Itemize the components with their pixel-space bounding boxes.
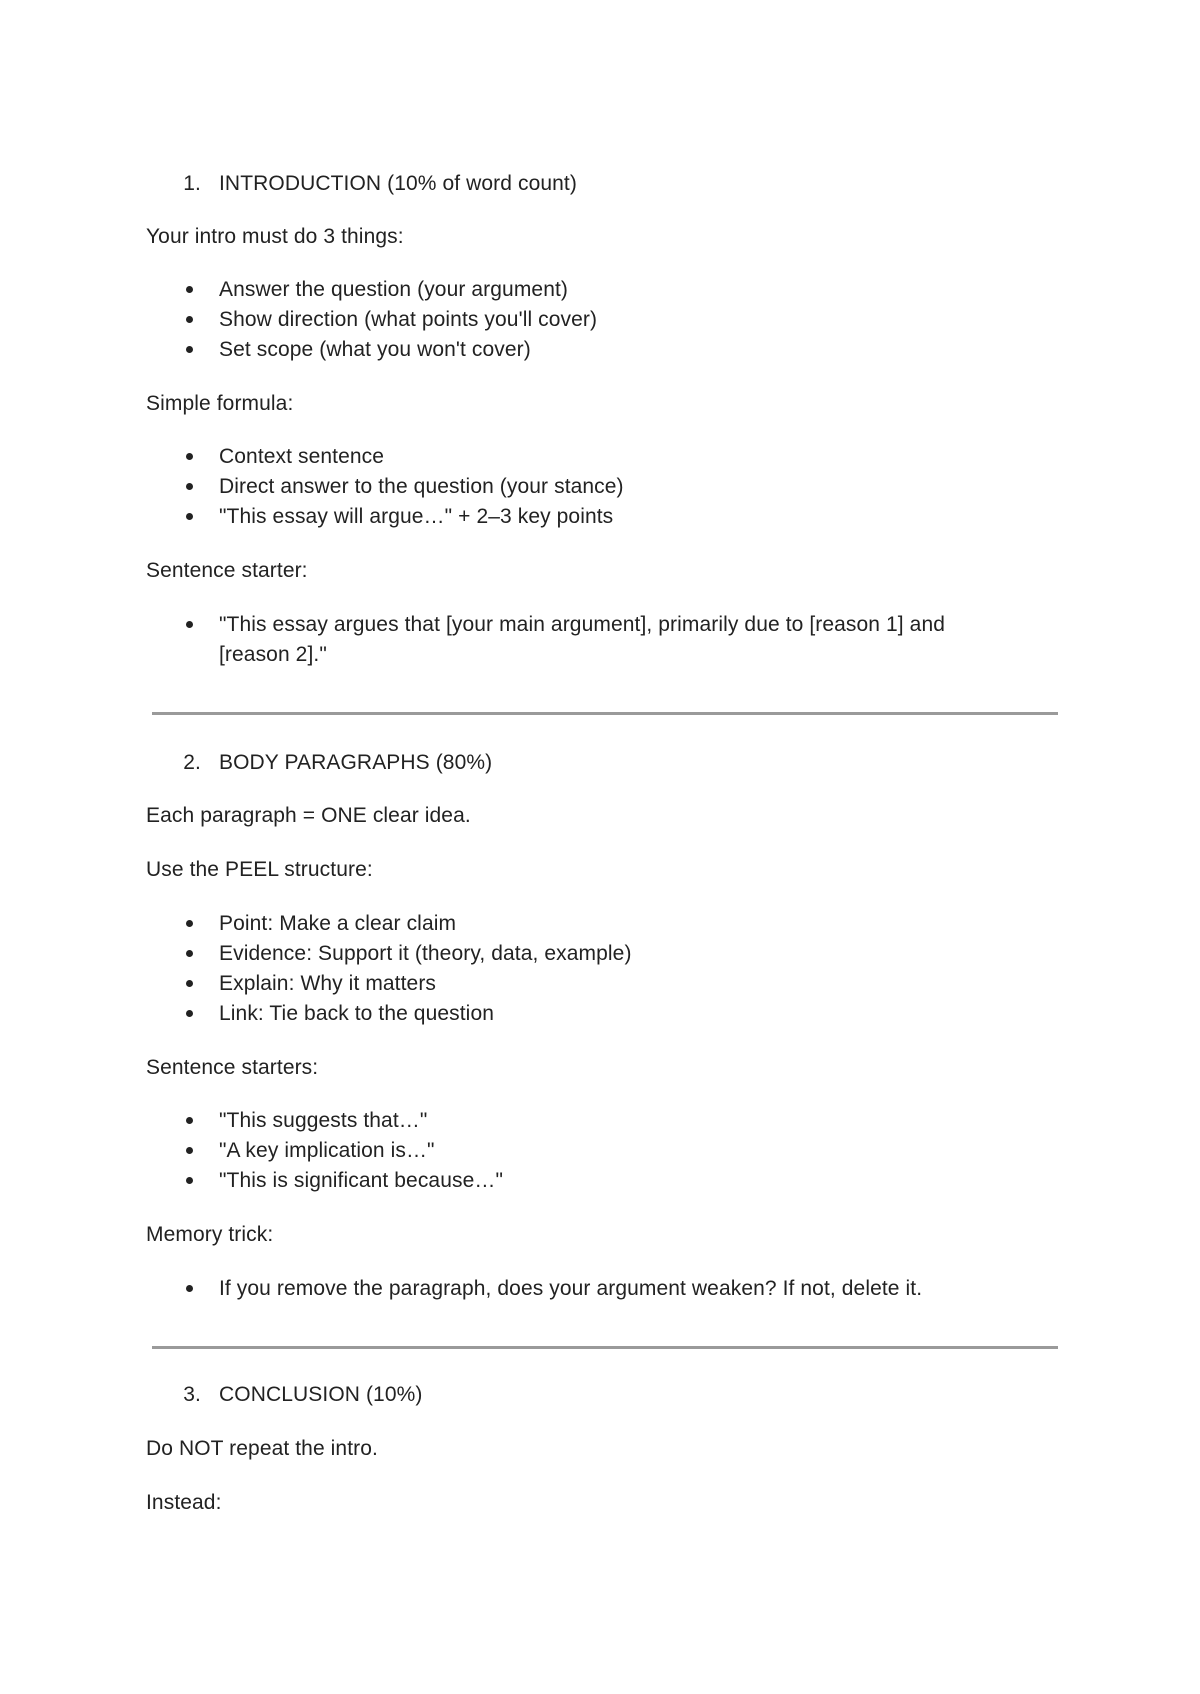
section-title: INTRODUCTION (10% of word count) bbox=[219, 172, 577, 195]
bullet-dot bbox=[186, 1147, 193, 1154]
paragraph-label: Simple formula: bbox=[146, 392, 294, 415]
paragraph-label: Memory trick: bbox=[146, 1223, 274, 1246]
section-number: 3. bbox=[183, 1383, 201, 1406]
section-number: 1. bbox=[183, 172, 201, 195]
bullet-dot bbox=[186, 453, 193, 460]
bullet-dot bbox=[186, 483, 193, 490]
paragraph-label: Instead: bbox=[146, 1491, 222, 1514]
bullet-dot bbox=[186, 1117, 193, 1124]
list-item-continuation: [reason 2]." bbox=[219, 643, 327, 666]
list-item: "This essay argues that [your main argument], primarily due to [reason 1] and bbox=[219, 613, 946, 636]
list-item: "This is significant because…" bbox=[219, 1169, 504, 1192]
bullet-dot bbox=[186, 1285, 193, 1292]
list-item: Evidence: Support it (theory, data, example) bbox=[219, 942, 632, 965]
paragraph-label: Use the PEEL structure: bbox=[146, 858, 373, 881]
bullet-dot bbox=[186, 286, 193, 293]
list-item: "A key implication is…" bbox=[219, 1139, 435, 1162]
horizontal-rule bbox=[152, 712, 1058, 715]
bullet-dot bbox=[186, 1177, 193, 1184]
bullet-dot bbox=[186, 346, 193, 353]
bullet-dot bbox=[186, 1010, 193, 1017]
bullet-dot bbox=[186, 316, 193, 323]
bullet-dot bbox=[186, 513, 193, 520]
section-title: BODY PARAGRAPHS (80%) bbox=[219, 751, 493, 774]
bullet-dot bbox=[186, 920, 193, 927]
list-item: "This suggests that…" bbox=[219, 1109, 428, 1132]
list-item: Show direction (what points you'll cover) bbox=[219, 308, 598, 331]
list-item: Point: Make a clear claim bbox=[219, 912, 457, 935]
list-item: Answer the question (your argument) bbox=[219, 278, 569, 301]
list-item: Link: Tie back to the question bbox=[219, 1002, 495, 1025]
list-item: Set scope (what you won't cover) bbox=[219, 338, 531, 361]
list-item: "This essay will argue…" + 2–3 key points bbox=[219, 505, 614, 528]
bullet-dot bbox=[186, 621, 193, 628]
section-title: CONCLUSION (10%) bbox=[219, 1383, 423, 1406]
section-number: 2. bbox=[183, 751, 201, 774]
bullet-dot bbox=[186, 980, 193, 987]
paragraph-label: Sentence starter: bbox=[146, 559, 308, 582]
list-item: Context sentence bbox=[219, 445, 385, 468]
horizontal-rule bbox=[152, 1346, 1058, 1349]
paragraph-label: Your intro must do 3 things: bbox=[146, 225, 404, 248]
paragraph-label: Sentence starters: bbox=[146, 1056, 319, 1079]
bullet-dot bbox=[186, 950, 193, 957]
list-item: If you remove the paragraph, does your argument weaken? If not, delete it. bbox=[219, 1277, 923, 1300]
paragraph-label: Each paragraph = ONE clear idea. bbox=[146, 804, 471, 827]
paragraph-label: Do NOT repeat the intro. bbox=[146, 1437, 378, 1460]
list-item: Explain: Why it matters bbox=[219, 972, 437, 995]
list-item: Direct answer to the question (your stance) bbox=[219, 475, 624, 498]
